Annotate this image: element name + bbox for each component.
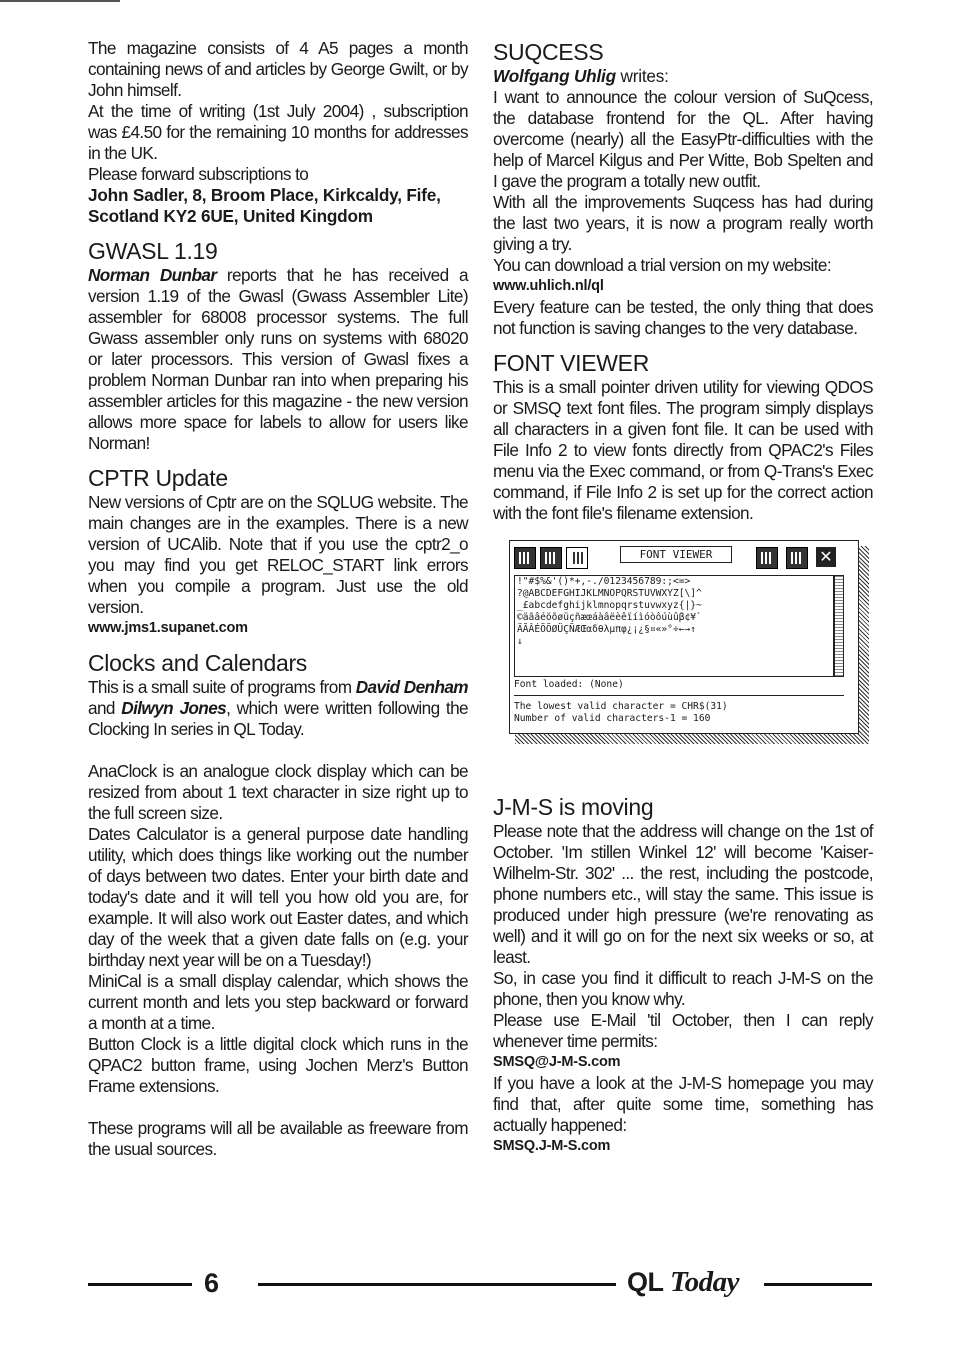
cptr-text: New versions of Cptr are on the SQLUG website. The main changes are in the examples. There is a new version of UCAlib. Note that if you use the cptr2_o you may find you get RELOC_START link errors when you compile a program. Just use the old version.: [88, 492, 468, 617]
gwasl-text: Norman Dunbar reports that he has received a version 1.19 of the Gwasl (Gwass Assembler Lite) assembler for 68008 processor systems. The full Gwass assembler only runs on systems with 68020 or later processors. This version of Gwasl fixes a problem Norman Dunbar ran into when preparing his assembler articles for this magazine - the new version allows more space for labels to allow for users like Norman!: [88, 265, 468, 453]
suqcess-heading: SUQCESS: [493, 39, 604, 65]
jms-heading: J-M-S is moving: [493, 794, 654, 820]
character-row: ©äãâéöõøüçñæœáàâëèêïíìóòôúùûβ¢¥`: [517, 612, 702, 623]
suqcess-byline: Wolfgang Uhlig writes:: [493, 66, 669, 86]
font-loaded-status: Font loaded: (None): [514, 679, 624, 690]
intro-paragraph: At the time of writing (1st July 2004) , subscription was £4.50 for the remaining 10 months for addresses in the UK.: [88, 101, 468, 163]
suqcess-author: Wolfgang Uhlig: [493, 66, 616, 86]
jms-paragraph: Please note that the address will change on the 1st of October. 'Im stillen Winkel 12' will become 'Kaiser-Wilhelm-Str. 302' ... the rest, including the postcode, phone numbers etc., will stay the same. This issue is produced under high pressure (we're renovating as well) and it will go on for the next six weeks or so, at least.: [493, 821, 873, 967]
fontviewer-text: This is a small pointer driven utility for viewing QDOS or SMSQ text font files. The program simply displays all characters in a given font file. It can be used with File Info 2 to view fonts directly from QPAC2's Files menu via the Exec command, or from Q-Trans's Exec command, if File Info 2 is set up for the correct action with the font file's filename extension.: [493, 377, 873, 523]
character-row: _£abcdefghijklmnopqrstuvwxyz{|}~: [517, 600, 702, 611]
suqcess-paragraph: You can download a trial version on my website:: [493, 255, 832, 275]
left-column: [88, 38, 468, 1160]
suqcess-closing: Every feature can be tested, the only thing that does not function is saving changes to the very database.: [493, 297, 873, 338]
window-shadow: [515, 734, 869, 744]
font-viewer-window: [509, 540, 859, 734]
fontviewer-heading: FONT VIEWER: [493, 350, 650, 376]
window-title: FONT VIEWER: [620, 546, 732, 563]
suqcess-paragraph: I want to announce the colour version of SuQcess, the database frontend for the QL. After having overcome (nearly) all the EasyPtr-difficulties with the help of Marcel Kilgus and Per Witte, Bob Spelten and I gave the program a totally new outfit.: [493, 87, 873, 191]
cptr-url: www.jms1.supanet.com: [88, 620, 248, 636]
footer-rule: [88, 1283, 192, 1286]
jms-paragraph: So, in case you find it difficult to reach J-M-S on the phone, then you know why.: [493, 968, 873, 1009]
clocks-author: Dilwyn Jones: [121, 698, 227, 718]
footer-rule: [764, 1283, 872, 1286]
jms-url: SMSQ.J-M-S.com: [493, 1138, 611, 1154]
font-viewer-screenshot: [509, 540, 875, 745]
character-row: !"#$%&'()*+,-./0123456789:;<=>: [517, 576, 691, 587]
files-icon[interactable]: [514, 547, 536, 569]
clocks-paragraph: MiniCal is a small display calendar, which shows the current month and lets you step backward or forward a month at a time.: [88, 971, 468, 1033]
gwasl-author: Norman Dunbar: [88, 265, 217, 285]
jms-paragraph: If you have a look at the J-M-S homepage you may find that, after quite some time, something has actually happened:: [493, 1073, 873, 1135]
image-icon[interactable]: [540, 547, 562, 569]
clocks-intro: This is a small suite of programs from David Denham and Dilwyn Jones, which were written following the Clocking In series in QL Today.: [88, 677, 469, 739]
magazine-logo: QL Today: [627, 1266, 739, 1298]
clocks-heading: Clocks and Calendars: [88, 650, 308, 676]
scrollbar[interactable]: [834, 575, 844, 677]
clocks-closing: These programs will all be available as freeware from the usual sources.: [88, 1118, 468, 1159]
character-row: ÄÃÂÉÖÕØÜÇÑÆŒαδθλμπφ¿¡¿§¤«»°÷←→↑: [517, 624, 697, 635]
right-column: [493, 38, 873, 1157]
jms-paragraph: Please use E-Mail 'til October, then I can reply whenever time permits:: [493, 1010, 873, 1051]
cptr-heading: CPTR Update: [88, 465, 228, 491]
save-icon[interactable]: [566, 547, 588, 569]
clocks-author: David Denham: [355, 677, 468, 697]
gwasl-heading: GWASL 1.19: [88, 238, 218, 264]
suqcess-paragraph: With all the improvements Suqcess has had during the last two years, it is now a program really worth giving a try.: [493, 192, 873, 254]
lowest-character: The lowest valid character = CHR$(31): [514, 701, 728, 712]
character-grid: [514, 575, 834, 677]
intro-paragraph: The magazine consists of 4 A5 pages a month containing news of and articles by George Gwilt, or by John himself.: [88, 38, 468, 100]
sleep-icon[interactable]: [756, 547, 778, 569]
footer-rule: [258, 1283, 616, 1286]
intro-paragraph: Please forward subscriptions to: [88, 164, 309, 184]
move-icon[interactable]: [786, 547, 808, 569]
divider: [514, 695, 844, 696]
suqcess-url: www.uhlich.nl/ql: [493, 278, 604, 294]
subscription-address: John Sadler, 8, Broom Place, Kirkcaldy, Fife, Scotland KY2 6UE, United Kingdom: [88, 185, 441, 226]
character-count: Number of valid characters-1 = 160: [514, 713, 711, 724]
page-number: 6: [204, 1268, 220, 1298]
clocks-paragraph: AnaClock is an analogue clock display which can be resized from about 1 text character in size right up to the full screen size.: [88, 761, 468, 823]
close-icon[interactable]: ✕: [816, 547, 836, 567]
window-shadow: [859, 546, 869, 740]
jms-email: SMSQ@J-M-S.com: [493, 1054, 621, 1070]
top-rule: [0, 0, 120, 2]
character-row: ↓: [517, 636, 523, 647]
clocks-paragraph: Button Clock is a little digital clock which runs in the QPAC2 button frame, using Jochen Merz's Button Frame extensions.: [88, 1034, 468, 1096]
character-row: ?@ABCDEFGHIJKLMNOPQRSTUVWXYZ[\]^: [517, 588, 702, 599]
clocks-paragraph: Dates Calculator is a general purpose date handling utility, which does things like working out the number of days between two dates. Enter your birth date and today's date and it will tell you how old you are, for example. It will also work out Easter dates, and which day of the week that a given date falls on (e.g. your birthday next year will be on a Tuesday!): [88, 824, 468, 970]
